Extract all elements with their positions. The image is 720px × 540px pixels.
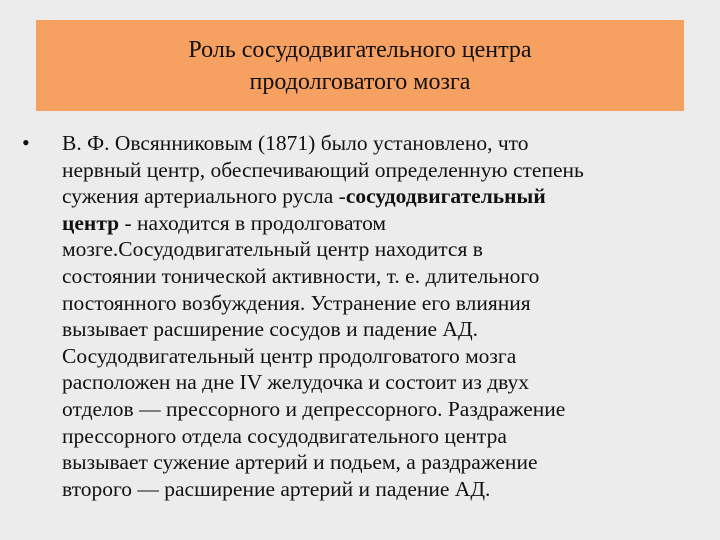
text-line: состоянии тонической активности, т. е. длительного [62,263,540,288]
bullet-text [62,130,712,502]
bullet-marker: • [22,130,30,155]
slide-title-box [36,20,684,111]
text-line: расположен на дне IV желудочка и состоит из двух [62,370,530,395]
text-line: вызывает расширение сосудов и падение АД. [62,317,478,342]
text-line: постоянного возбуждения. Устранение его влияния [62,290,531,315]
text-line [62,210,712,237]
text-line: второго — расширение артерий и падение АД. [62,476,491,501]
text-segment: сужения артериального русла - [62,184,346,209]
text-line: В. Ф. Овсянниковым (1871) было установлено, что [62,131,529,155]
bullet-item [22,130,712,502]
slide-title-line-1: Роль сосудодвигательного центра [188,36,532,63]
text-segment: - находится в продолговатом [119,210,387,235]
text-line: Сосудодвигательный центр продолговатого мозга [62,343,517,368]
text-line [62,183,712,210]
bold-term: сосудодвигательный [345,184,546,209]
text-line: мозге.Сосудодвигательный центр находится в [62,237,483,262]
slide-body [22,130,712,502]
text-line: отделов — прессорного и депрессорного. Раздражение [62,396,566,421]
text-line: вызывает сужение артерий и подьем, а раздражение [62,450,538,475]
slide-title-line-2: продолговатого мозга [249,68,471,95]
bold-term: центр [62,210,120,235]
text-line: нервный центр, обеспечивающий определенную степень [62,157,584,182]
text-line: прессорного отдела сосудодвигательного центра [62,423,507,448]
